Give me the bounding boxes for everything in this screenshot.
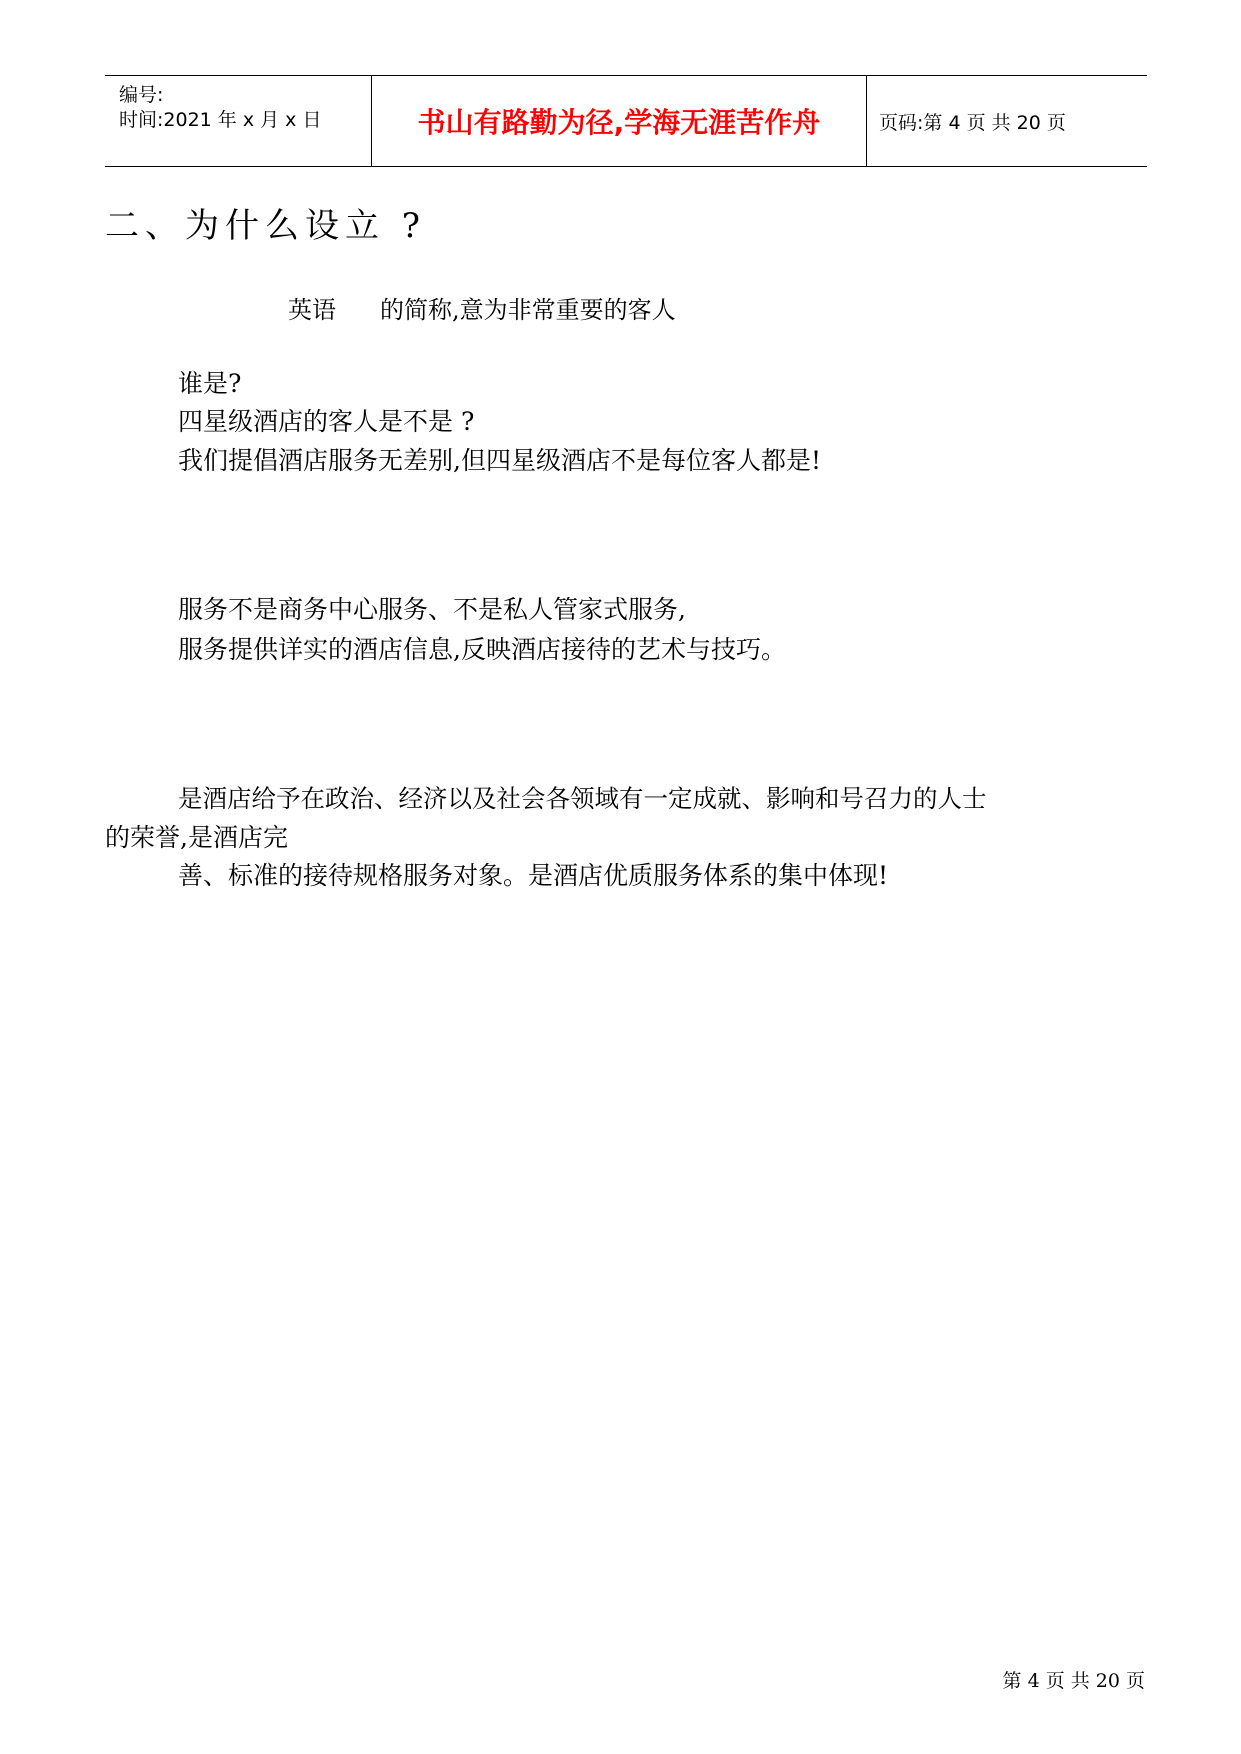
page-footer: 第 4 页 共 20 页 [1002, 1670, 1145, 1692]
document-date-label: 时间:2021 年 x 月 x 日 [119, 109, 322, 131]
section-heading: 二、为什么设立 ? [105, 206, 427, 246]
definition-part-1: 英语 [288, 296, 336, 324]
header-motto: 书山有路勤为径,学海无涯苦作舟 [372, 76, 867, 166]
paragraph-line: 的荣誉,是酒店完 [105, 823, 288, 852]
definition-part-2: 的简称,意为非常重要的客人 [380, 296, 676, 324]
paragraph-line: 服务提供详实的酒店信息,反映酒店接待的艺术与技巧。 [178, 635, 786, 664]
vip-definition-line [288, 290, 676, 325]
paragraph-line: 是酒店给予在政治、经济以及社会各领域有一定成就、影响和号召力的人士 [178, 784, 987, 813]
paragraph-line: 服务不是商务中心服务、不是私人管家式服务, [178, 595, 686, 624]
paragraph-line: 善、标准的接待规格服务对象。是酒店优质服务体系的集中体现! [178, 861, 889, 890]
paragraph-line: 我们提倡酒店服务无差别,但四星级酒店不是每位客人都是! [178, 446, 821, 475]
paragraph-line: 四星级酒店的客人是不是 ? [178, 407, 475, 436]
paragraph-line: 谁是? [178, 369, 242, 398]
document-number-label: 编号: [119, 84, 164, 106]
header-page-number: 页码:第 4 页 共 20 页 [879, 111, 1066, 134]
header-meta-cell [105, 76, 372, 166]
page-header [105, 75, 1147, 167]
